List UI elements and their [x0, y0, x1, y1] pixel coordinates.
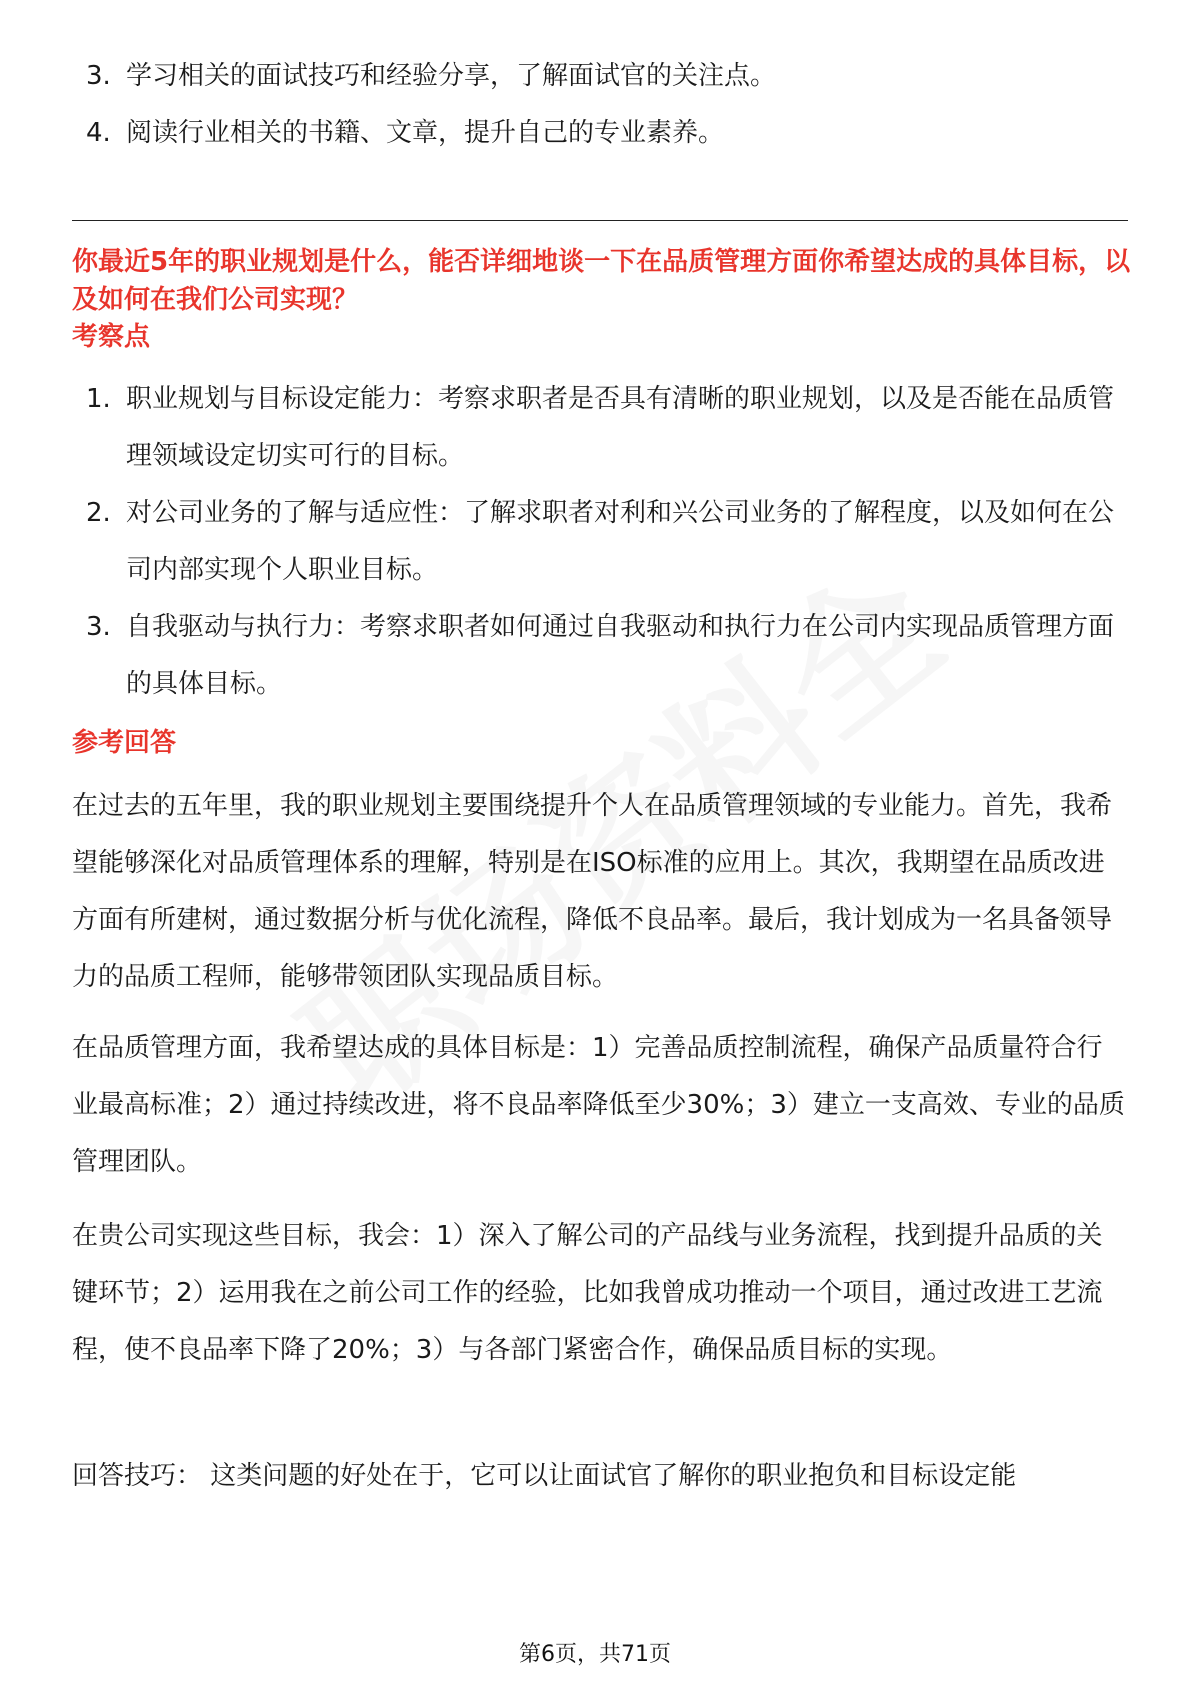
- list-number: 4.: [86, 118, 111, 148]
- list-item: [72, 105, 1132, 162]
- list-number: 2.: [86, 498, 111, 528]
- list-text: 职业规划与目标设定能力：考察求职者是否具有清晰的职业规划，以及是否能在品质管理领域设定切实可行的目标。: [126, 384, 1115, 471]
- section-title-answer: 参考回答: [72, 728, 177, 758]
- section-title-examine: 考察点: [72, 322, 151, 352]
- list-item: [72, 48, 1132, 105]
- answer-tip: 回答技巧： 这类问题的好处在于，它可以让面试官了解你的职业抱负和目标设定能: [72, 1461, 1017, 1491]
- top-list: [72, 48, 1132, 162]
- list-number: 3.: [86, 612, 111, 642]
- page-number: 第6页，共71页: [519, 1642, 671, 1667]
- list-text: 学习相关的面试技巧和经验分享，了解面试官的关注点。: [126, 61, 777, 91]
- answer-paragraph: 在品质管理方面，我希望达成的具体目标是：1）完善品质控制流程，确保产品质量符合行业最高标准；2）通过持续改进，将不良品率降低至少30%；3）建立一支高效、专业的品质管理团队。: [72, 1033, 1125, 1177]
- question-heading: 你最近5年的职业规划是什么，能否详细地谈一下在品质管理方面你希望达成的具体目标，以及如何在我们公司实现？: [72, 247, 1131, 315]
- list-text: 自我驱动与执行力：考察求职者如何通过自我驱动和执行力在公司内实现品质管理方面的具体目标。: [126, 612, 1115, 699]
- list-text: 对公司业务的了解与适应性：了解求职者对利和兴公司业务的了解程度，以及如何在公司内部实现个人职业目标。: [126, 498, 1115, 585]
- list-text: 阅读行业相关的书籍、文章，提升自己的专业素养。: [126, 118, 725, 148]
- examine-list: [72, 371, 1132, 713]
- answer-paragraph: 在过去的五年里，我的职业规划主要围绕提升个人在品质管理领域的专业能力。首先，我希望能够深化对品质管理体系的理解，特别是在ISO标准的应用上。其次，我期望在品质改进方面有所建树，通过数据分析与优化流程，降低不良品率。最后，我计划成为一名具备领导力的品质工程师，能够带领团队实现品质目标。: [72, 791, 1113, 992]
- answer-paragraph: 在贵公司实现这些目标，我会：1）深入了解公司的产品线与业务流程，找到提升品质的关键环节；2）运用我在之前公司工作的经验，比如我曾成功推动一个项目，通过改进工艺流程，使不良品率下降了20%；3）与各部门紧密合作，确保品质目标的实现。: [72, 1221, 1103, 1365]
- list-number: 1.: [86, 384, 111, 414]
- list-item: [72, 371, 1132, 485]
- list-number: 3.: [86, 61, 111, 91]
- list-item: [72, 599, 1132, 713]
- list-item: [72, 485, 1132, 599]
- section-divider: [72, 220, 1128, 221]
